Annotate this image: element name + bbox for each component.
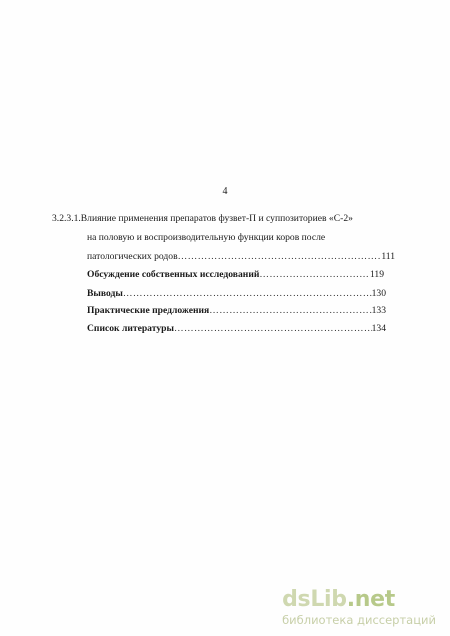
toc-entry-label: патологических родов	[87, 251, 178, 262]
page-number: 4	[222, 186, 228, 197]
dslib-logo-main: dsLib	[282, 587, 347, 612]
toc-entry-page: 119	[369, 269, 384, 280]
toc-entry	[87, 269, 384, 281]
toc-entry-label: Обсуждение собственных исследований	[87, 269, 260, 280]
toc-entry-page: 111	[381, 251, 395, 262]
toc-leader-dots	[178, 251, 382, 263]
toc-leader-dots	[123, 288, 372, 300]
toc-section-heading-line-1: 3.2.3.1.Влияние применения препаратов фузвет-П и суппозиториев «С-2»	[52, 213, 353, 224]
toc-leader-dots	[259, 269, 370, 281]
toc-entry-page: 130	[371, 288, 386, 299]
toc-entry	[87, 305, 386, 317]
toc-entry-label: Практические предложения	[87, 305, 210, 316]
toc-entry	[87, 251, 395, 263]
dslib-logo-suffix: .net	[346, 587, 395, 612]
dslib-subtitle: библиотека диссертаций	[282, 613, 436, 627]
toc-section-heading-line-2: на половую и воспроизводительную функции коров после	[87, 232, 326, 243]
toc-entry	[87, 323, 386, 335]
dslib-watermark	[282, 588, 436, 627]
dslib-logo	[282, 588, 436, 612]
toc-leader-dots	[174, 323, 372, 335]
toc-entry-label: Список литературы	[87, 323, 174, 334]
toc-entry-page: 134	[371, 323, 386, 334]
toc-entry-label: Выводы	[87, 288, 123, 299]
toc-leader-dots	[209, 305, 371, 317]
toc-entry-page: 133	[371, 305, 386, 316]
toc-entry	[87, 288, 386, 300]
